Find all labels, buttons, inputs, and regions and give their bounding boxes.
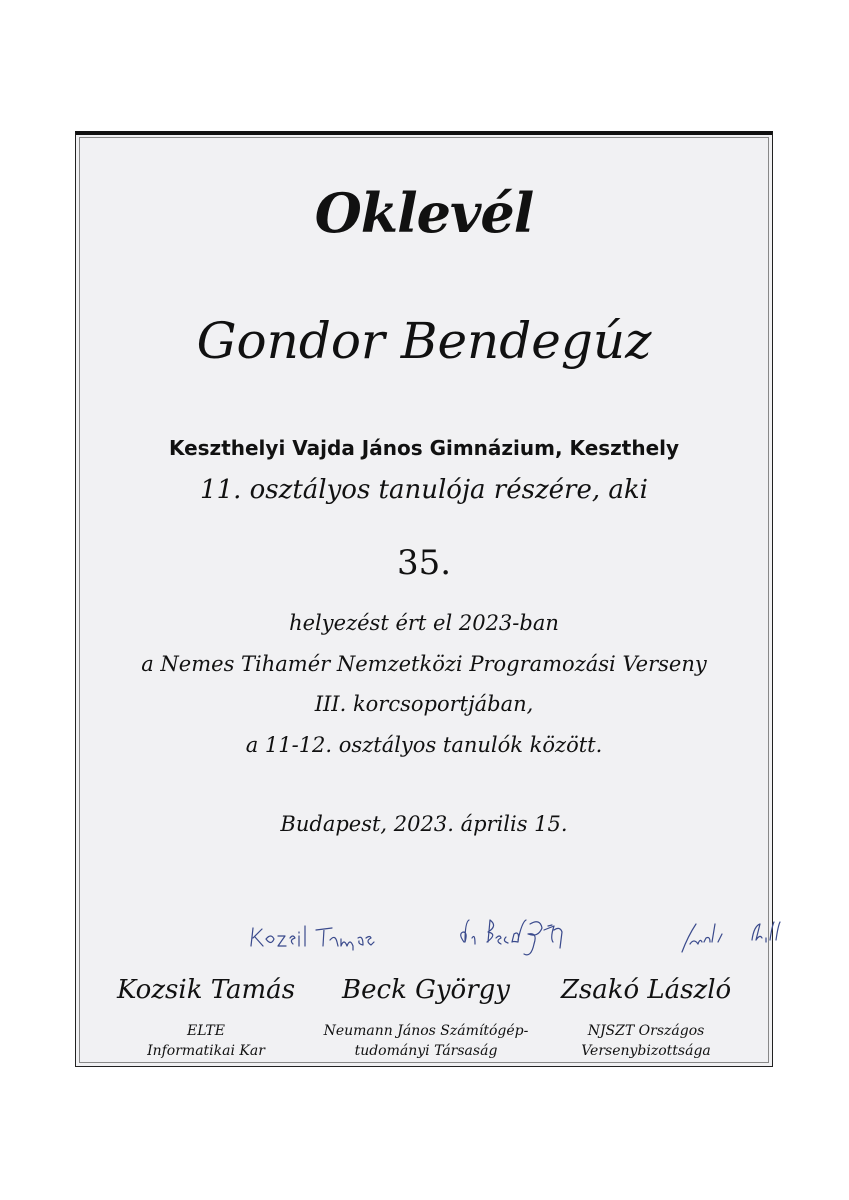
signatory-organization <box>316 1021 536 1061</box>
signatory-organization <box>536 1021 756 1061</box>
org-line: tudományi Társaság <box>354 1043 498 1059</box>
signatory-name: Zsakó László <box>560 975 732 1005</box>
handwritten-signature-zsako <box>646 912 849 958</box>
certificate-title: Oklevél <box>314 181 534 245</box>
place-date: Budapest, 2023. április 15. <box>280 812 568 836</box>
org-line: Informatikai Kar <box>147 1043 265 1059</box>
org-line: ELTE <box>187 1023 225 1039</box>
signatory-organization <box>96 1021 316 1061</box>
handwritten-signature-kozsik <box>206 912 426 958</box>
achievement-line-3: III. korcsoportjában, <box>314 692 534 716</box>
recipient-name: Gondor Bendegúz <box>196 312 652 370</box>
signatory-name: Kozsik Tamás <box>116 975 296 1005</box>
achievement-line-1: helyezést ért el 2023-ban <box>289 611 559 635</box>
achievement-line-2: a Nemes Tihamér Nemzetközi Programozási Verseny <box>141 652 707 676</box>
org-line: Versenybizottsága <box>581 1043 711 1059</box>
school-name: Keszthelyi Vajda János Gimnázium, Keszthely <box>168 436 680 460</box>
org-line: Neumann János Számítógép- <box>323 1023 529 1039</box>
handwritten-signature-beck <box>426 912 646 958</box>
signatory-name: Beck György <box>342 975 510 1005</box>
org-line: NJSZT Országos <box>587 1023 705 1039</box>
certificate-frame <box>75 131 773 1067</box>
rank-number: 35. <box>396 543 452 583</box>
achievement-line-4: a 11-12. osztályos tanulók között. <box>245 733 603 757</box>
class-line: 11. osztályos tanulója részére, aki <box>200 475 648 505</box>
